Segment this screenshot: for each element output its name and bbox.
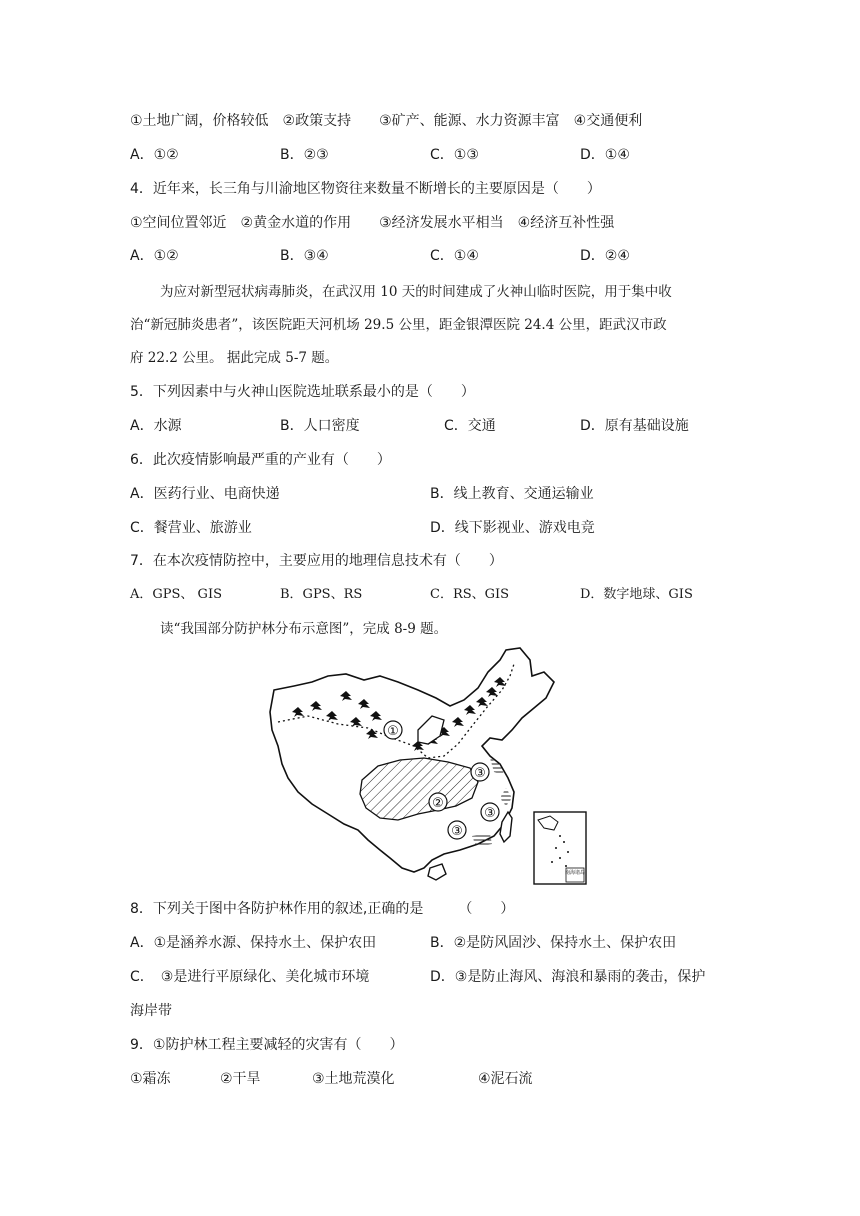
- q8-option-d-cont: 海岸带: [130, 1003, 172, 1019]
- q4-factors: ①空间位置邻近 ②黄金水道的作用 ③经济发展水平相当 ④经济互补性强: [130, 215, 615, 231]
- q4-option-b: B．③④: [280, 248, 329, 264]
- q6-option-a: A．医药行业、电商快递: [130, 486, 280, 502]
- q9-factor-4: ④泥石流: [478, 1071, 533, 1087]
- passage1-line3: 府 22.2 公里。 据此完成 5-7 题。: [130, 350, 339, 366]
- q8-option-b: B．②是防风固沙、保持水土、保护农田: [430, 935, 677, 951]
- q5-option-a: A．水源: [130, 418, 182, 434]
- q9-factor-2: ②干旱: [220, 1071, 261, 1087]
- passage1-line1: 为应对新型冠状病毒肺炎，在武汉用 10 天的时间建成了火神山临时医院，用于集中收: [160, 284, 672, 300]
- label-1: ①: [387, 724, 399, 739]
- q3-factors: ①土地广阔，价格较低 ②政策支持 ③矿产、能源、水力资源丰富 ④交通便利: [130, 113, 643, 129]
- q8-option-d: D．③是防止海风、海浪和暴雨的袭击，保护: [430, 969, 706, 985]
- q5-option-c: C．交通: [444, 418, 496, 434]
- label-3a: ③: [474, 766, 486, 781]
- q6-option-b: B．线上教育、交通运输业: [430, 486, 594, 502]
- q5-option-b: B．人口密度: [280, 418, 360, 434]
- q3-option-b: B．②③: [280, 147, 329, 163]
- q4-option-d: D．②④: [580, 248, 630, 264]
- south-china-sea-inset: [534, 812, 586, 884]
- label-3b: ③: [484, 806, 496, 821]
- q3-option-d: D．①④: [580, 147, 630, 163]
- q6-option-d: D．线下影视业、游戏电竞: [430, 520, 595, 536]
- label-2: ②: [432, 796, 444, 811]
- inset-label: 南海诸岛: [564, 870, 586, 876]
- q7-option-d: D．数字地球、GIS: [580, 587, 693, 602]
- q7-option-c: C．RS、GIS: [430, 587, 510, 602]
- hainan-island: [428, 864, 446, 880]
- label-3c: ③: [451, 824, 463, 839]
- q9-stem: 9．①防护林工程主要减轻的灾害有（ ）: [130, 1037, 404, 1053]
- q8-option-a: A．①是涵养水源、保持水土、保护农田: [130, 935, 377, 951]
- q6-option-c: C．餐营业、旅游业: [130, 520, 252, 536]
- q7-option-b: B．GPS、RS: [280, 587, 363, 602]
- q7-option-a: A．GPS、 GIS: [130, 587, 222, 602]
- q8-stem: 8．下列关于图中各防护林作用的叙述,正确的是 （ ）: [130, 901, 515, 917]
- shelterbelt-map: [268, 646, 588, 886]
- q7-stem: 7．在本次疫情防控中，主要应用的地理信息技术有（ ）: [130, 553, 503, 569]
- q4-option-a: A．①②: [130, 248, 179, 264]
- q8-option-c: C． ③是进行平原绿化、美化城市环境: [130, 969, 370, 985]
- q6-stem: 6．此次疫情影响最严重的产业有（ ）: [130, 452, 391, 468]
- q3-option-a: A．①②: [130, 147, 179, 163]
- passage2: 读“我国部分防护林分布示意图”，完成 8-9 题。: [160, 621, 448, 637]
- passage1-line2: 治“新冠肺炎患者”，该医院距天河机场 29.5 公里，距金银潭医院 24.4 公里，距武汉市政: [130, 317, 667, 333]
- q4-stem: 4．近年来，长三角与川渝地区物资往来数量不断增长的主要原因是（ ）: [130, 181, 601, 197]
- q3-option-c: C．①③: [430, 147, 479, 163]
- q4-option-c: C．①④: [430, 248, 479, 264]
- q9-factor-1: ①霜冻: [130, 1071, 171, 1087]
- q5-option-d: D．原有基础设施: [580, 418, 689, 434]
- q9-factor-3: ③土地荒漠化: [312, 1071, 395, 1087]
- q5-stem: 5．下列因素中与火神山医院选址联系最小的是（ ）: [130, 384, 475, 400]
